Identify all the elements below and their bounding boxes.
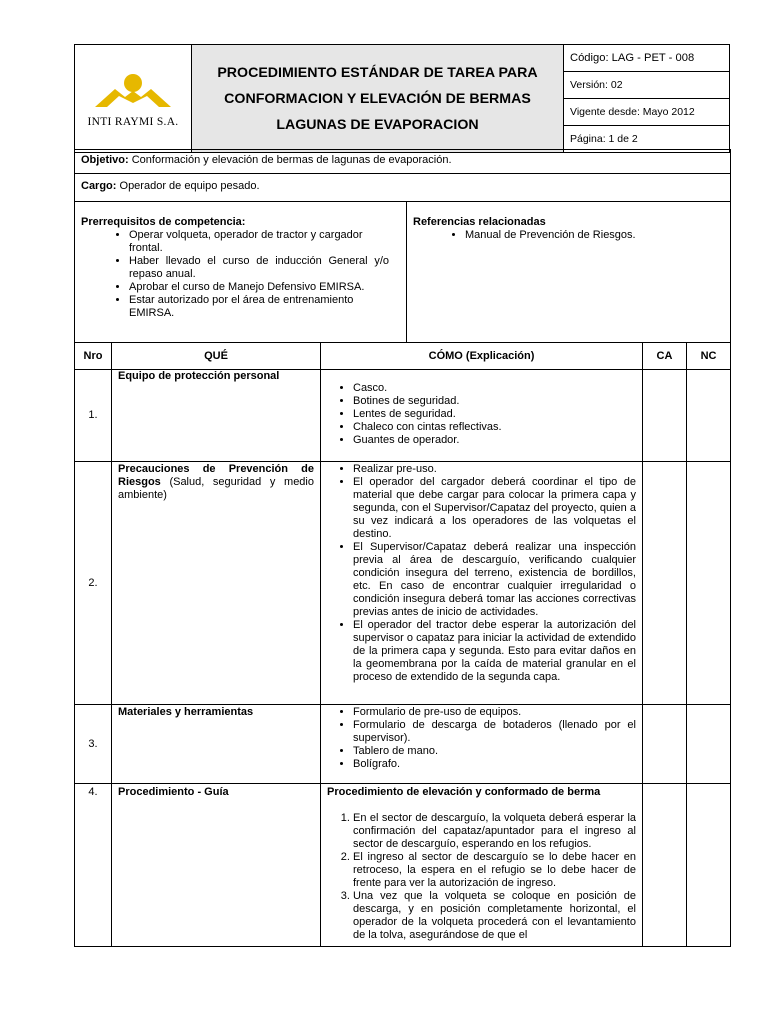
row-como [321,370,643,462]
row-como [321,462,643,705]
position-row [75,174,731,202]
list-item: • Lentes de seguridad. [353,408,636,421]
list-item: • El operador del cargador deberá coordinar el tipo de material que debe cargar para colocar la primera capa y segunda, con el Supervisor/Capataz del proyecto, quien a su vez indicará a los operadores de las volquetas el destino. [353,476,636,541]
references-list [413,229,724,242]
position-text: Operador de equipo pesado. [116,180,260,192]
references-heading: Referencias relacionadas [413,216,546,228]
title-line-3: LAGUNAS DE EVAPORACION [276,116,479,133]
title-line-1: PROCEDIMIENTO ESTÁNDAR DE TAREA PARA [217,64,538,81]
company-logo-cell [75,45,192,153]
procedure-step: 3. Una vez que la volqueta se coloque en posición de descarga, y en posición completamente horizontal, el operador de la volqueta procederá con el levantamiento de la tolva, asegurándose de que el [353,890,636,942]
procedure-table [74,149,731,947]
references-cell [407,202,731,343]
prerequisite-item: • Haber llevado el curso de inducción General y/o repaso anual. [129,255,389,281]
row-como-list [327,706,636,771]
list-item: • Formulario de pre-uso de equipos. [353,706,636,719]
list-item: • Bolígrafo. [353,758,636,771]
column-header-que: QUÉ [112,343,321,370]
table-row [75,370,731,462]
procedure-steps [327,812,636,942]
list-item: • Casco. [353,382,636,395]
objective-label: Objetivo: [81,154,129,166]
row-ca-cell [643,370,687,462]
row-nc-cell [687,784,731,947]
prerequisites-heading: Prerrequisitos de competencia: [81,216,246,228]
prerequisites-cell [75,202,407,343]
row-number: 4. [75,784,112,947]
position-label: Cargo: [81,180,117,192]
row-nc-cell [687,705,731,784]
list-item: • Chaleco con cintas reflectivas. [353,421,636,434]
list-item: • Realizar pre-uso. [353,463,636,476]
row-number: 2. [75,462,112,705]
prerequisite-item: • Estar autorizado por el área de entrenamiento EMIRSA. [129,294,389,320]
row-como [321,784,643,947]
row-que-title: Procedimiento - Guía [118,786,229,798]
row-como-list [327,382,636,447]
row-que-title: Precauciones de Prevención de Riesgos [118,463,314,488]
document-version: Versión: 02 [564,72,730,99]
list-item: • Botines de seguridad. [353,395,636,408]
document-code: Código: LAG - PET - 008 [564,45,730,72]
row-que [112,705,321,784]
column-header-nc: NC [687,343,731,370]
reference-item: • Manual de Prevención de Riesgos. [465,229,724,242]
objective-row [75,150,731,174]
table-row [75,705,731,784]
document-header [74,44,730,153]
row-que [112,784,321,947]
prerequisites-list [81,229,389,320]
procedure-step: 1. En el sector de descarguío, la volqueta deberá esperar la confirmación del capataz/apuntador para el ingreso al sector de descarguío, esperando en los refugios. [353,812,636,851]
procedure-heading: Procedimiento de elevación y conformado de berma [327,786,601,798]
document-valid-from: Vigente desde: Mayo 2012 [564,99,730,126]
table-row [75,462,731,705]
row-nc-cell [687,462,731,705]
row-ca-cell [643,784,687,947]
list-item: • El operador del tractor debe esperar la autorización del supervisor o capataz para iniciar la actividad de extendido de la primera capa y segunda. Esto para evitar daños en la geomembrana por la caída de material granular en el proceso de extendido de la segunda capa. [353,619,636,684]
document-page-number: Página: 1 de 2 [564,126,730,153]
list-item: • Tablero de mano. [353,745,636,758]
procedure-step: 2. El ingreso al sector de descarguío se lo debe hacer en retroceso, la espera en el refugio se lo debe hacer de frente para ver la autorización de ingreso. [353,851,636,890]
row-que [112,370,321,462]
row-como [321,705,643,784]
row-que [112,462,321,705]
company-name: INTI RAYMI S.A. [87,116,179,128]
column-header-ca: CA [643,343,687,370]
list-item: • Formulario de descarga de botaderos (llenado por el supervisor). [353,719,636,745]
row-ca-cell [643,462,687,705]
objective-text: Conformación y elevación de bermas de lagunas de evaporación. [128,154,452,166]
row-que-title: Equipo de protección personal [118,370,280,382]
row-nc-cell [687,370,731,462]
row-ca-cell [643,705,687,784]
column-header-nro: Nro [75,343,112,370]
column-header-como: CÓMO (Explicación) [321,343,643,370]
document-title [192,45,564,153]
list-item: • Guantes de operador. [353,434,636,447]
column-header-row [75,343,731,370]
table-row [75,784,731,947]
list-item: • El Supervisor/Capataz deberá realizar una inspección previa al área de descarguío, verificando cualquier condición insegura del terreno, existencia de bordillos, etc. En caso de encontrar cualquier irregularidad o condición insegura deberá tomar las acciones correctivas previas antes de inicio de actividades. [353,541,636,619]
company-logo-icon [93,69,173,109]
row-number: 1. [75,370,112,462]
prerequisite-item: • Aprobar el curso de Manejo Defensivo EMIRSA. [129,281,389,294]
row-number: 3. [75,705,112,784]
row-como-list [327,463,636,684]
title-line-2: CONFORMACION Y ELEVACIÓN DE BERMAS [224,90,531,107]
prerequisite-item: • Operar volqueta, operador de tractor y cargador frontal. [129,229,389,255]
row-que-title: Materiales y herramientas [118,706,254,718]
row-que-note: (Salud, seguridad y medio ambiente) [118,476,314,501]
